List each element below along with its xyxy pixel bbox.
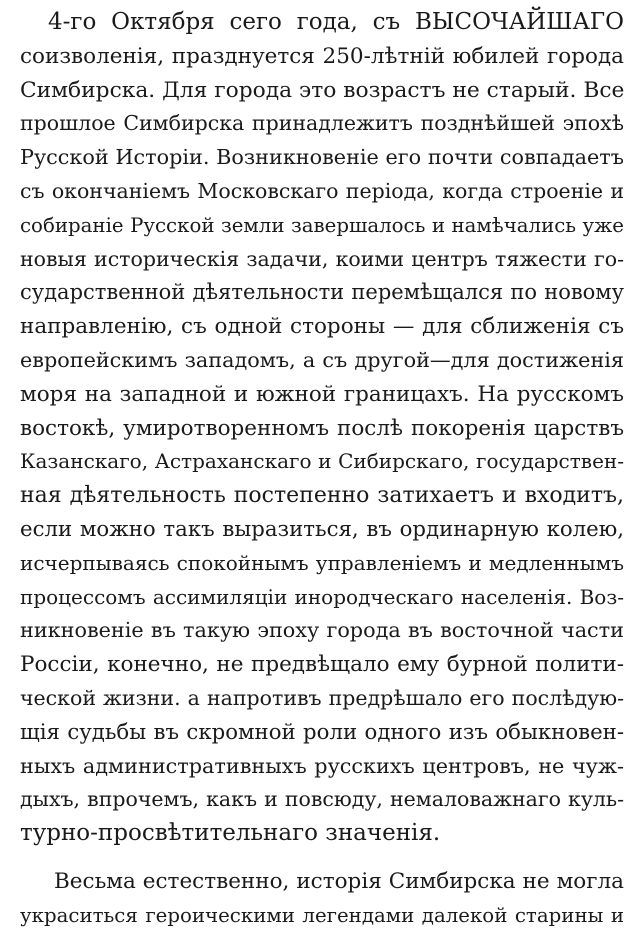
- text-line: ческой жизни. а напротивъ предрѣшало его послѣдую-: [20, 685, 624, 710]
- text-line: ная дѣятельность постепенно затихаетъ и входитъ,: [20, 483, 624, 509]
- text-line: европейскимъ западомъ, а съ другой—для достиженія: [20, 347, 624, 372]
- text-line: новыя историческія задачи, коими центръ тяжести го-: [20, 246, 624, 271]
- text-line: украситься героическими легендами далекой старины и: [20, 903, 624, 927]
- text-line: моря на западной и южной границахъ. На русскомъ: [20, 381, 624, 407]
- text-line: Казанскаго, Астраханскаго и Сибирскаго, государствен-: [20, 449, 624, 474]
- text-line: востокѣ, умиротворенномъ послѣ покоренія царствъ: [20, 415, 624, 441]
- text-line: соизволенія, празднуется 250-лѣтній юбилей города: [20, 43, 624, 69]
- paragraph-1: [20, 6, 624, 851]
- text-line: 4-го Октября сего года, съ ВЫСОЧАЙШАГО: [48, 9, 624, 35]
- text-line: процессомъ ассимиляціи инородческаго населенія. Воз-: [20, 584, 624, 609]
- text-line: турно-просвѣтительнаго значенія.: [20, 820, 441, 847]
- text-line: если можно такъ выразиться, въ ординарную колею,: [20, 516, 624, 542]
- text-line: Русской Исторіи. Возникновеніе его почти совпадаетъ: [20, 145, 624, 170]
- text-line: никновеніе въ такую эпоху города въ восточной части: [20, 618, 624, 643]
- text-line: щія судьбы въ скромной роли одного изъ обыкновен-: [20, 719, 624, 745]
- paragraph-gap: [20, 851, 624, 865]
- text-line: Весьма естественно, исторія Симбирска не могла: [54, 868, 624, 894]
- text-line: ныхъ административныхъ русскихъ центровъ, не чуж-: [20, 753, 624, 778]
- text-line: направленію, съ одной стороны — для сближенія съ: [20, 314, 624, 340]
- text-line: дыхъ, впрочемъ, какъ и повсюду, немаловажнаго куль-: [20, 787, 624, 812]
- text-line: исчерпываясь спокойнымъ управленіемъ и медленнымъ: [20, 550, 624, 575]
- text-line: прошлое Симбирска принадлежитъ позднѣйшей эпохѣ: [20, 111, 624, 136]
- text-line: съ окончаніемъ Московскаго періода, когда строеніе и: [20, 178, 624, 203]
- text-line: Россіи, конечно, не предвѣщало ему бурной полити-: [20, 652, 624, 678]
- text-line: собираніе Русской земли завершалось и намѣчались уже: [20, 213, 624, 237]
- text-line: сударственной дѣятельности перемѣщался по новому: [20, 280, 624, 305]
- document-page: [20, 6, 624, 933]
- text-line: Симбирска. Для города это возрастъ не старый. Все: [20, 77, 625, 103]
- paragraph-2: [20, 865, 624, 933]
